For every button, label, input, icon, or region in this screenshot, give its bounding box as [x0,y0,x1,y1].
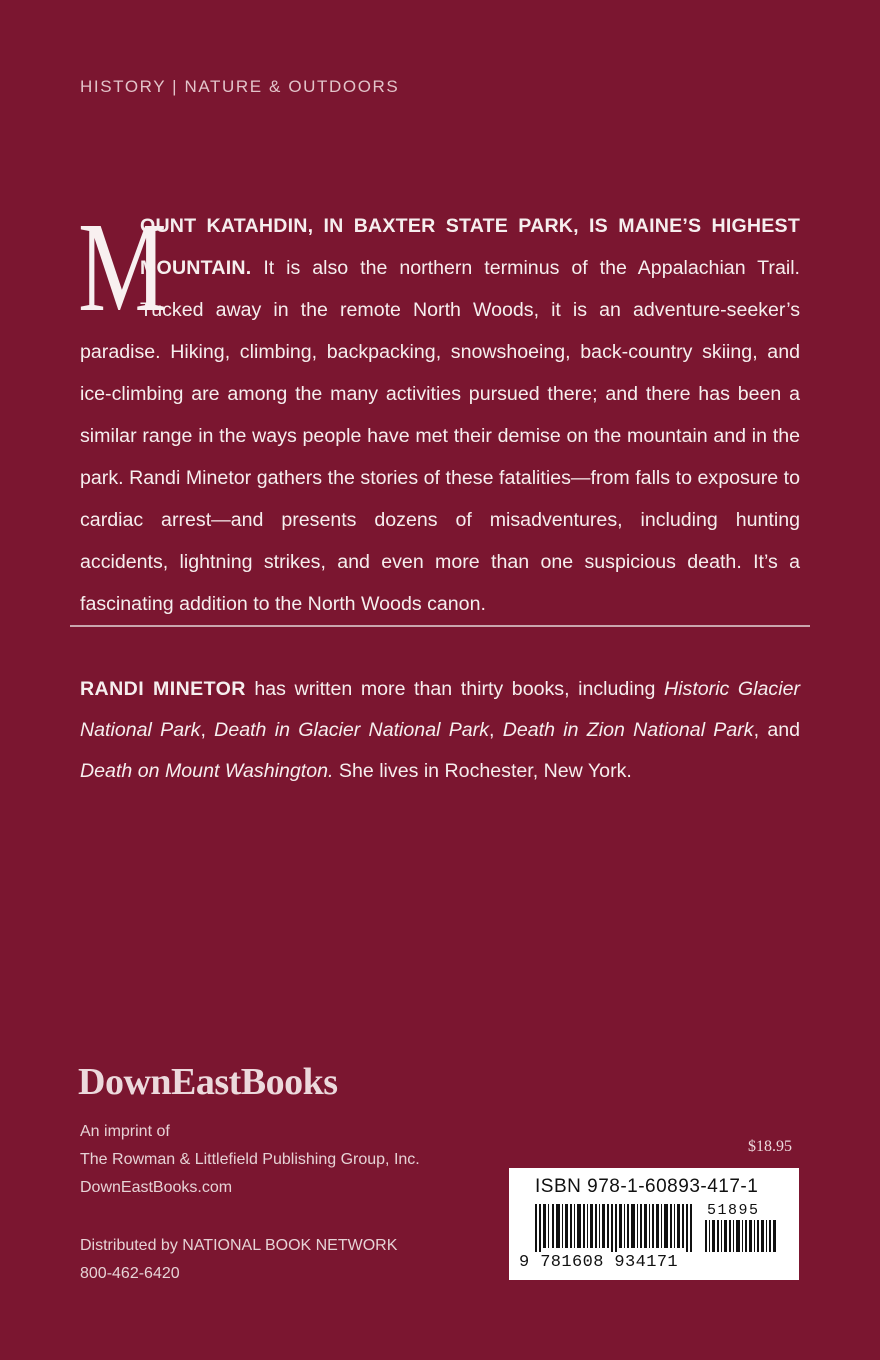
distributor-phone: 800-462-6420 [80,1265,180,1282]
book-title: Historic Glacier National Park [80,678,800,741]
bio-separator: , and [753,719,801,741]
publisher-website: DownEastBooks.com [80,1179,233,1196]
category-label: HISTORY | NATURE & OUTDOORS [80,77,400,96]
distributor-name: Distributed by NATIONAL BOOK NETWORK [80,1237,398,1254]
imprint-info [80,1118,420,1202]
ean-barcode [535,1204,695,1252]
description-body: It is also the northern terminus of the Appalachian Trail. Tucked away in the remote North Woods, it is an adventure-seeker’s paradise. Hiking, climbing, backpacking, snowshoeing, back-country skiing, and ice-climbing are among the many activities pursued there; and there has been a similar range in the ways people have met their demise on the mountain and in the park. Randi Minetor gathers the stories of these fatalities—from falls to exposure to cardiac arrest—and presents dozens of misadventures, including hunting accidents, lightning strikes, and even more than one suspicious death. It’s a fascinating addition to the North Woods canon. [80,257,800,615]
imprint-parent: The Rowman & Littlefield Publishing Group, Inc. [80,1151,420,1168]
price-code-text: 51895 [707,1202,760,1219]
barcode-panel [509,1168,799,1280]
distributor-info [80,1232,397,1288]
section-divider [70,625,810,627]
bio-text: has written more than thirty books, including [245,678,665,700]
isbn-text: ISBN 978-1-60893-417-1 [535,1176,759,1197]
price-barcode [705,1220,777,1252]
bio-text: She lives in Rochester, New York. [333,760,632,782]
author-name: RANDI MINETOR [80,678,246,700]
ean-digits: 9 781608 934171 [519,1253,679,1272]
bio-separator: , [200,719,215,741]
publisher-logo: DownEastBooks [78,1061,338,1103]
book-title: Death in Glacier National Park [214,719,489,741]
description-lead: OUNT KATAHDIN, IN BAXTER STATE PARK, IS MAINE’S HIGHEST MOUNTAIN. [140,215,800,279]
imprint-line: An imprint of [80,1123,170,1140]
book-title: Death in Zion National Park [502,719,754,741]
book-title: Death on Mount Washington. [80,760,334,782]
book-description [78,196,800,625]
bio-separator: , [489,719,503,741]
drop-cap: M [78,196,167,338]
author-bio [80,669,800,792]
price-label: $18.95 [748,1138,792,1155]
